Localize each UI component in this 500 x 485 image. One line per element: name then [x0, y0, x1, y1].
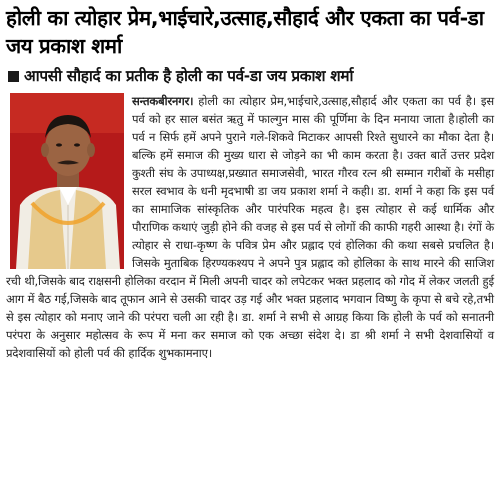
article-body [6, 92, 494, 362]
headline: होली का त्योहार प्रेम,भाईचारे,उत्साह,सौहार्द और एकता का पर्व-डा जय प्रकाश शर्मा [6, 6, 484, 58]
person-photo [10, 93, 124, 269]
square-bullet-icon [8, 71, 19, 82]
subheadline: आपसी सौहार्द का प्रतीक है होली का पर्व-डा जय प्रकाश शर्मा [24, 67, 354, 85]
subheadline-row [6, 66, 494, 86]
portrait-illustration [10, 93, 124, 269]
article-text: होली का त्योहार प्रेम,भाईचारे,उत्साह,सौहार्द और एकता का पर्व है। इस पर्व को हर साल बसंत ऋतु में फाल्गुन मास की पूर्णिमा के दिन मनाया जाता है।होली का पर्व न सिर्फ हमें अपने पुराने गले-शिकवे मिटाकर आपसी रिश्ते सुधारने का मौका देता है। बल्कि हमें समाज की मुख्य धारा से जोड़ने का भी काम करता है। उक्त बातें उत्तर प्रदेश कुश्ती संघ के उपाध्यक्ष,प्रख्यात समाजसेवी, भारत गौरव रत्न श्री सम्मान गरीबों के मसीहा सरल स्वभाव के धनी मृदभाषी डा जय प्रकाश शर्मा ने कही। डा. शर्मा ने कहा कि इस पर्व का सामाजिक सांस्कृतिक और पारंपरिक महत्व है। इस त्योहार से कई धार्मिक और पौराणिक कथाएं जुड़ी होने की वजह से इस पर्व से लोगों की काफी गहरी आस्था है। रंगों के त्योहार से राधा-कृष्ण के पवित्र प्रेम और प्रह्लाद एवं होलिका की कथा सबसे प्रचलित है। जिसके मुताबिक हिरण्यकश्यप ने अपने पुत्र प्रह्लाद को होलिका के साथ मारने की साजिश रची थी,जिसके बाद राक्षसनी होलिका वरदान में मिली अपनी चादर को लपेटकर भक्त प्रहलाद को गोद में लेकर जलती हुई आग में बैठ गई,जिसके बाद तूफान आने से उसकी चादर उड़ गई और भक्त प्रहलाद भगवान विष्णु के कृपा से बचे रहे,तभी से इस त्योहार को मनाए जाने की परंपरा चली आ रही है। डा. शर्मा ने सभी से आग्रह किया कि होली के पर्व को सनातनी परंपरा के अनुसार महोत्सव के रूप में मना कर समाज को एक अच्छा संदेश दे। डा श्री शर्मा ने सभी देशवासियों व प्रदेशवासियों को होली पर्व की हार्दिक शुभकामनाए। [6, 94, 494, 360]
dateline: सन्तकबीरनगर। [132, 94, 194, 108]
